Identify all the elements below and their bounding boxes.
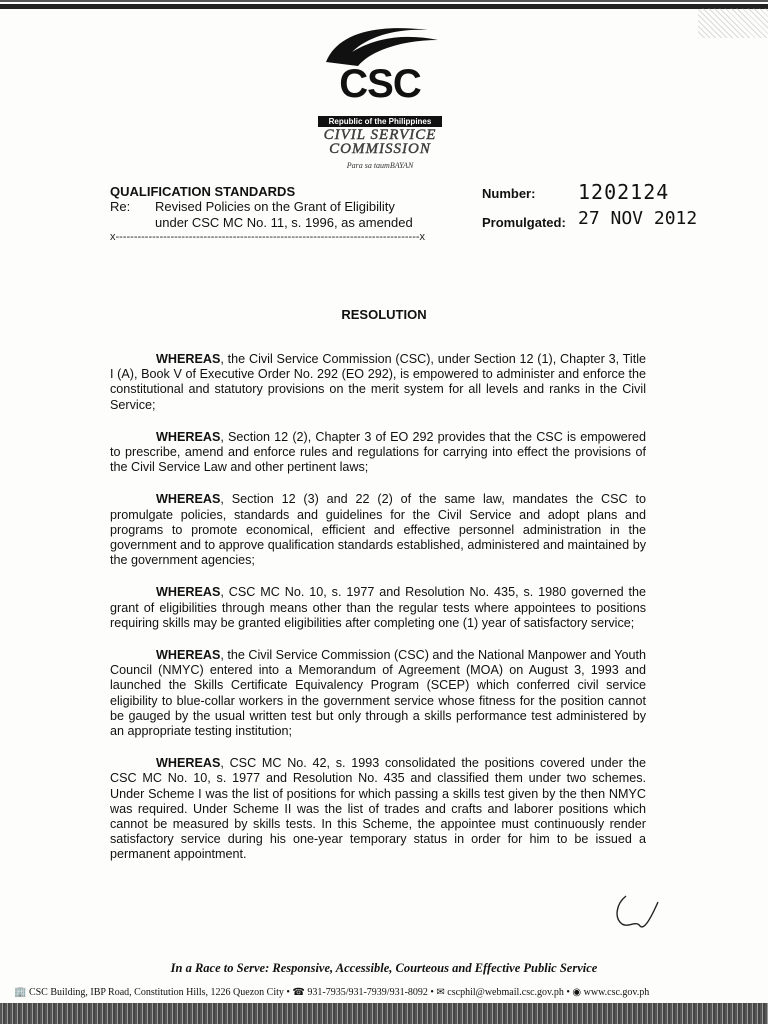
re-line2: under CSC MC No. 11, s. 1996, as amended [155, 215, 413, 230]
number-value: 1202124 [578, 180, 670, 204]
whereas-paragraph [110, 756, 646, 862]
email-icon: • ✉ [430, 987, 448, 998]
paragraph-lead: WHEREAS [156, 429, 221, 444]
footer-website: www.csc.gov.ph [583, 987, 650, 998]
separator-line: x-----------------------------------------------------------------------------------x [110, 231, 426, 243]
logo-republic: Republic of the Philippines [318, 116, 442, 127]
promulgated-label: Promulgated: [482, 215, 566, 230]
re-text [155, 199, 455, 231]
building-icon: 🏢 [14, 987, 27, 998]
paragraph-text: , CSC MC No. 42, s. 1993 consolidated the positions covered under the CSC MC No. 10, s. 1977 and Resolution No. 435 and classified them under two schemes. Under Scheme I was the list of positions for which passing a skills test given by the then NMYC was required. Under Scheme II was the list of trades and crafts and laborer positions which cannot be measured by skills tests. In this Scheme, the appointee must continuously render satisfactory service during his one-year temporary status in order for him to be issued a permanent appointment. [110, 756, 646, 862]
re-label: Re: [110, 199, 131, 214]
logo-acronym: CSC [339, 62, 421, 106]
phone-icon: • ☎ [286, 987, 308, 998]
paragraph-text: , CSC MC No. 10, s. 1977 and Resolution No. 435, s. 1980 governed the grant of eligibilities through means other than the regular tests where appointees to positions requiring skills may be granted eligibilities after completing one (1) year of satisfactory service; [110, 585, 646, 630]
initials-signature [612, 890, 662, 934]
footer-motto: In a Race to Serve: Responsive, Accessible, Courteous and Effective Public Service [170, 961, 598, 975]
logo-agency-name [300, 128, 460, 156]
whereas-paragraph [110, 492, 646, 568]
whereas-paragraph [110, 585, 646, 631]
footer-contact [14, 987, 649, 998]
paragraph-lead: WHEREAS [156, 492, 221, 507]
top-rule [0, 4, 768, 9]
whereas-paragraph [110, 352, 646, 413]
footer-email: cscphil@webmail.csc.gov.ph [447, 987, 564, 998]
whereas-paragraph [110, 430, 646, 476]
paragraph-lead: WHEREAS [156, 648, 221, 663]
whereas-paragraph [110, 648, 646, 739]
paragraph-lead: WHEREAS [156, 585, 221, 600]
number-label: Number: [482, 186, 536, 201]
logo-agency-line2: COMMISSION [329, 141, 431, 157]
footer-phones: 931-7935/931-7939/931-8092 [307, 987, 428, 998]
resolution-title: RESOLUTION [341, 307, 427, 322]
paragraph-text: , Section 12 (2), Chapter 3 of EO 292 provides that the CSC is empowered to prescribe, amend and enforce rules and regulations for carrying into effect the provisions of the Civil Service Law and other pertinent laws; [110, 429, 646, 475]
web-icon: • ◉ [566, 987, 584, 998]
paragraph-text: , the Civil Service Commission (CSC), under Section 12 (1), Chapter 3, Title I (A), Book V of Executive Order No. 292 (EO 292), is empowered to administer and enforce the constitutional and statutory provisions on the merit system for all levels and ranks in the Civil Service; [110, 352, 646, 412]
footer-address: CSC Building, IBP Road, Constitution Hills, 1226 Quezon City [28, 987, 284, 998]
paragraph-lead: WHEREAS [156, 756, 221, 771]
csc-logo [300, 22, 460, 170]
logo-tagline: Para sa taumBAYAN [346, 161, 414, 170]
re-line1: Revised Policies on the Grant of Eligibility [155, 199, 395, 214]
resolution-body [110, 352, 646, 880]
bottom-scan-edge [0, 1003, 768, 1024]
promulgated-value: 27 NOV 2012 [578, 208, 698, 229]
logo-agency-line1: CIVIL SERVICE [323, 127, 437, 143]
scan-noise [698, 8, 768, 38]
paragraph-text: , Section 12 (3) and 22 (2) of the same law, mandates the CSC to promulgate policies, standards and guidelines for the Civil Service and adopt plans and programs to promote economical, efficient and effective personnel administration in the government and to approve qualification standards established, administered and maintained by the government agencies; [110, 492, 646, 568]
paragraph-lead: WHEREAS [156, 352, 221, 366]
paragraph-text: , the Civil Service Commission (CSC) and the National Manpower and Youth Council (NMYC) entered into a Memorandum of Agreement (MOA) on August 3, 1993 and launched the Skills Certificate Equivalency Program (SCEP) which conferred civil service eligibility to blue-collar workers in the government service whose fitness for the position cannot be gauged by the usual written test but only through a skills performance test administered by an appropriate testing institution; [110, 648, 646, 739]
document-subject: QUALIFICATION STANDARDS [110, 184, 296, 199]
top-scan-edge [0, 0, 768, 2]
